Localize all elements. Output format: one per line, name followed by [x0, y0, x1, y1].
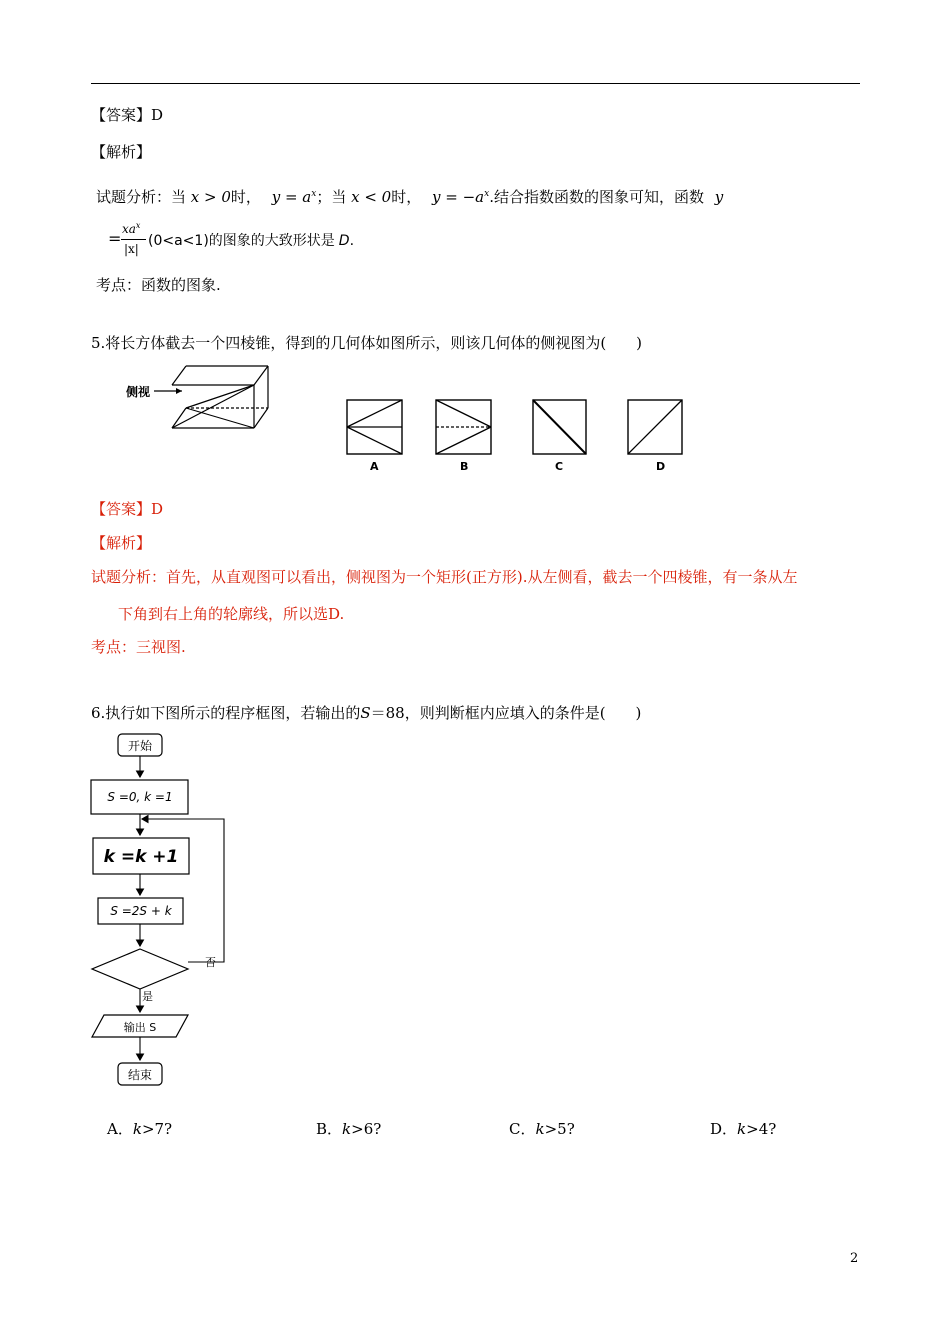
- answer-value: D: [151, 106, 164, 124]
- text: 试题分析：当: [96, 188, 187, 206]
- edge: [254, 366, 268, 385]
- flow-output-label: 输出 S: [123, 1021, 157, 1034]
- header-rule: [91, 83, 860, 84]
- q5-analysis-label: 【解析】: [91, 534, 152, 552]
- q5-kaodian: 考点：三视图.: [91, 638, 186, 656]
- text: 时，: [391, 188, 422, 206]
- math-y: y: [714, 188, 724, 206]
- flow-yes-label: 是: [142, 990, 153, 1003]
- fraction-bar: [121, 239, 146, 240]
- choice-label: C．: [509, 1120, 536, 1138]
- math-s: S: [360, 704, 371, 722]
- q6-choice-a[interactable]: [107, 1120, 172, 1138]
- q4-analysis-label: 【解析】: [91, 143, 152, 161]
- math-y-ax: $y = a^x$: [271, 188, 317, 206]
- equals-sign: =: [108, 229, 122, 248]
- choice-var: k: [535, 1120, 545, 1138]
- math: (0<a<1): [148, 233, 209, 249]
- q5-question: 5.将长方体截去一个四棱锥，得到的几何体如图所示，则该几何体的侧视图为( ): [91, 334, 643, 352]
- text: 时，: [230, 188, 261, 206]
- choice-var: k: [132, 1120, 142, 1138]
- q4-answer: [91, 106, 163, 124]
- math-x-gt-0: x > 0: [190, 188, 231, 206]
- q6-choice-d[interactable]: [710, 1120, 776, 1138]
- option-a-label: A: [370, 460, 379, 473]
- flow-step2-label: S =2S + k: [110, 904, 172, 918]
- flow-init-label: S =0, k =1: [107, 790, 173, 804]
- option-b-label: B: [460, 460, 469, 473]
- answer-label: 【答案】: [91, 500, 152, 518]
- choice-rest: >4?: [746, 1120, 777, 1138]
- arrow-head: [176, 388, 182, 394]
- q5-option-views: [340, 395, 700, 477]
- choice-rest: >5?: [544, 1120, 575, 1138]
- option-d-label: D: [656, 460, 666, 473]
- flow-no-label: 否: [205, 956, 216, 969]
- option-c-label: C: [555, 460, 564, 473]
- text: 的图象的大致形状是: [208, 233, 335, 249]
- q6-choice-c[interactable]: [509, 1120, 575, 1138]
- option-a-line: [347, 427, 402, 454]
- choice-var: k: [342, 1120, 352, 1138]
- math-x-lt-0: x < 0: [351, 188, 392, 206]
- choice-var: k: [737, 1120, 747, 1138]
- option-b-line: [436, 400, 491, 427]
- text: ；当: [316, 188, 347, 206]
- flow-step1-label: k =k +1: [103, 847, 179, 867]
- letter: D: [338, 233, 350, 249]
- choice-rest: >6?: [351, 1120, 382, 1138]
- cut-edge: [186, 385, 254, 408]
- page-number: 2: [850, 1251, 859, 1266]
- q5-analysis-line1: 试题分析：首先，从直观图可以看出，侧视图为一个矩形(正方形).从左侧看，截去一个四棱锥，有一条从左: [91, 568, 798, 586]
- option-a-line: [347, 400, 402, 427]
- math: xa: [122, 222, 136, 236]
- q4-kaodian: 考点：函数的图象.: [96, 276, 221, 294]
- option-c-line: [533, 400, 586, 454]
- option-d-line: [628, 400, 682, 454]
- text: 6.执行如下图所示的程序框图，若输出的: [91, 704, 361, 722]
- q5-answer: [91, 500, 163, 518]
- q4-cond-text: (0<a<1)的图象的大致形状是 D.: [148, 233, 355, 249]
- choice-label: D．: [710, 1120, 738, 1138]
- q6-flowchart: [85, 730, 235, 1090]
- choice-label: A．: [107, 1120, 133, 1138]
- edge: [254, 408, 268, 428]
- math-y-neg-ax: $y = -a^x$: [432, 188, 490, 206]
- cut-edge: [186, 408, 254, 428]
- cut-edge: [172, 385, 254, 428]
- flow-decision: [92, 949, 188, 989]
- choice-label: B．: [316, 1120, 343, 1138]
- fraction-numerator: $xa^x$: [122, 221, 141, 236]
- math: y = −a: [432, 188, 485, 206]
- q5-solid-figure: [120, 360, 280, 432]
- side-view-label: 侧视: [126, 385, 151, 399]
- q6-question: [91, 704, 641, 722]
- flow-start-label: 开始: [127, 739, 153, 753]
- answer-label: 【答案】: [91, 106, 152, 124]
- q6-choice-b[interactable]: [316, 1120, 381, 1138]
- fraction-denominator: |x|: [124, 242, 139, 256]
- answer-value: D: [151, 500, 164, 518]
- q5-analysis-line2: 下角到右上角的轮廓线，所以选D.: [118, 605, 345, 623]
- choice-rest: >7?: [141, 1120, 173, 1138]
- edge: [172, 366, 186, 385]
- math: y = a: [271, 188, 312, 206]
- option-b-line: [436, 427, 491, 454]
- text: .结合指数函数的图象可知，函数: [489, 188, 704, 206]
- flow-end-label: 结束: [127, 1068, 153, 1082]
- q4-analysis-line1: [96, 185, 723, 206]
- text: ＝88，则判断框内应填入的条件是( ): [370, 704, 642, 722]
